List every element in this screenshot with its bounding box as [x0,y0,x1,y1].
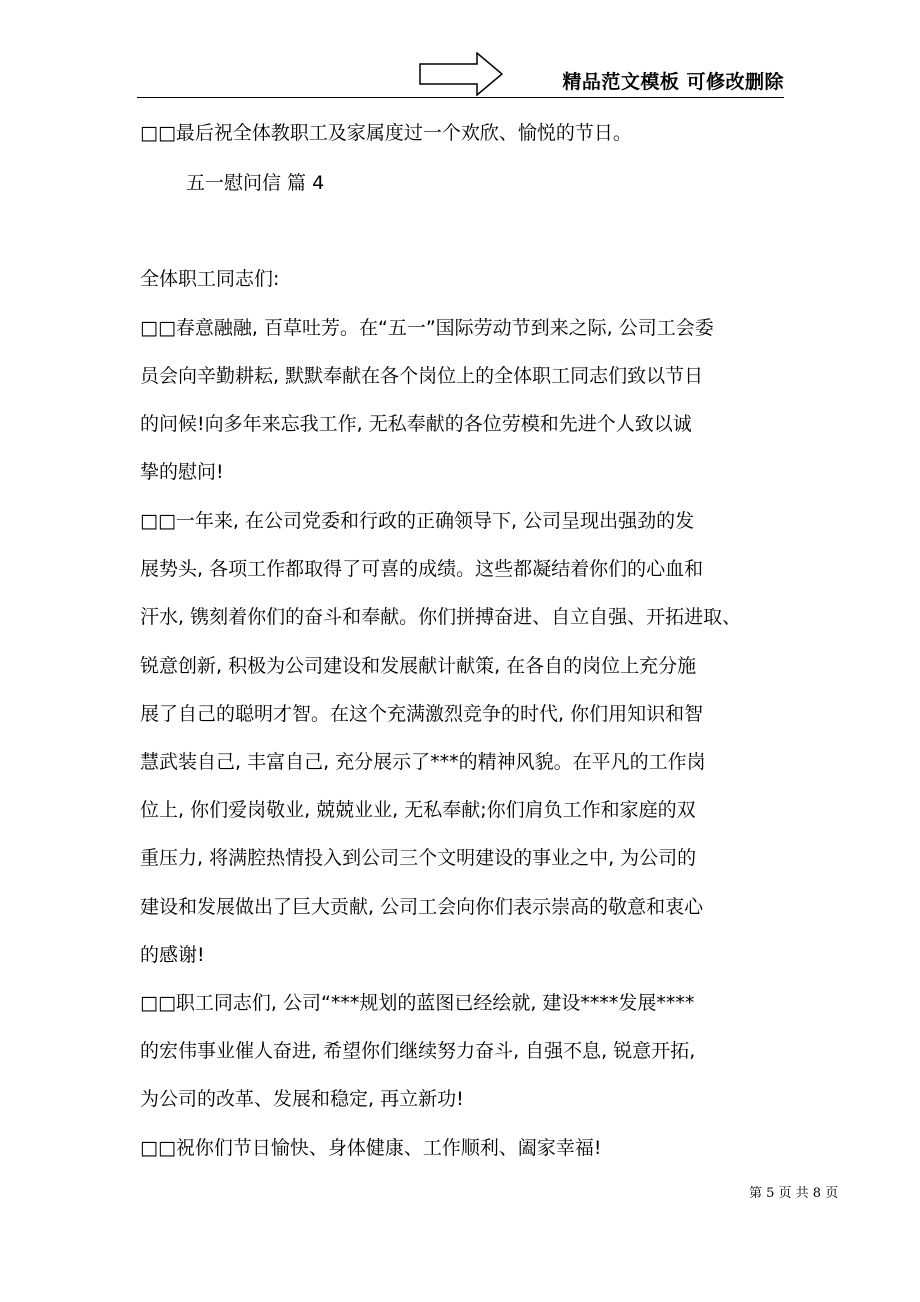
paragraph-line: □□祝你们节日愉快、身体健康、工作顺利、阖家幸福! [140,1137,602,1159]
paragraph-line: 挚的慰问! [140,461,224,483]
header-title: 精品范文模板 可修改删除 [562,71,784,93]
paragraph-line: 展了自己的聪明才智。在这个充满激烈竞争的时代, 你们用知识和智 [140,703,704,725]
paragraph-line: □□职工同志们, 公司“***规划的蓝图已经绘就, 建设****发展**** [140,992,695,1014]
paragraph-line: 重压力, 将满腔热情投入到公司三个文明建设的事业之中, 为公司的 [140,847,697,869]
section-heading: 五一慰问信 篇 4 [186,172,325,194]
paragraph-line: 的问候!向多年来忘我工作, 无私奉献的各位劳模和先进个人致以诚 [140,413,692,435]
paragraph-line: 的感谢! [140,944,205,966]
header-divider [137,97,784,98]
paragraph-line: □□春意融融, 百草吐芳。在“五一”国际劳动节到来之际, 公司工会委 [140,317,714,339]
closing-wish-line: □□最后祝全体教职工及家属度过一个欢欣、愉悦的节日。 [140,122,632,144]
paragraph-line: 建设和发展做出了巨大贡献, 公司工会向你们表示崇高的敬意和衷心 [140,896,704,918]
paragraph-line: □□一年来, 在公司党委和行政的正确领导下, 公司呈现出强劲的发 [140,510,695,532]
salutation: 全体职工同志们: [140,268,280,290]
paragraph-line: 慧武装自己, 丰富自己, 充分展示了***的精神风貌。在平凡的工作岗 [140,751,706,773]
paragraph-line: 展势头, 各项工作都取得了可喜的成绩。这些都凝结着你们的心血和 [140,558,704,580]
paragraph-line: 汗水, 镌刻着你们的奋斗和奉献。你们拼搏奋进、自立自强、开拓进取、 [140,606,742,628]
paragraph-line: 位上, 你们爱岗敬业, 兢兢业业, 无私奉献;你们肩负工作和家庭的双 [140,799,696,821]
paragraph-line: 为公司的改革、发展和稳定, 再立新功! [140,1088,464,1110]
page-header [137,50,784,98]
paragraph-line: 员会向辛勤耕耘, 默默奉献在各个岗位上的全体职工同志们致以节日 [140,365,704,387]
paragraph-line: 的宏伟事业催人奋进, 希望你们继续努力奋斗, 自强不息, 锐意开拓, [140,1040,696,1062]
paragraph-line: 锐意创新, 积极为公司建设和发展献计献策, 在各自的岗位上充分施 [140,655,697,677]
page-number: 第 5 页 共 8 页 [749,1186,839,1201]
right-arrow-icon [419,52,503,96]
